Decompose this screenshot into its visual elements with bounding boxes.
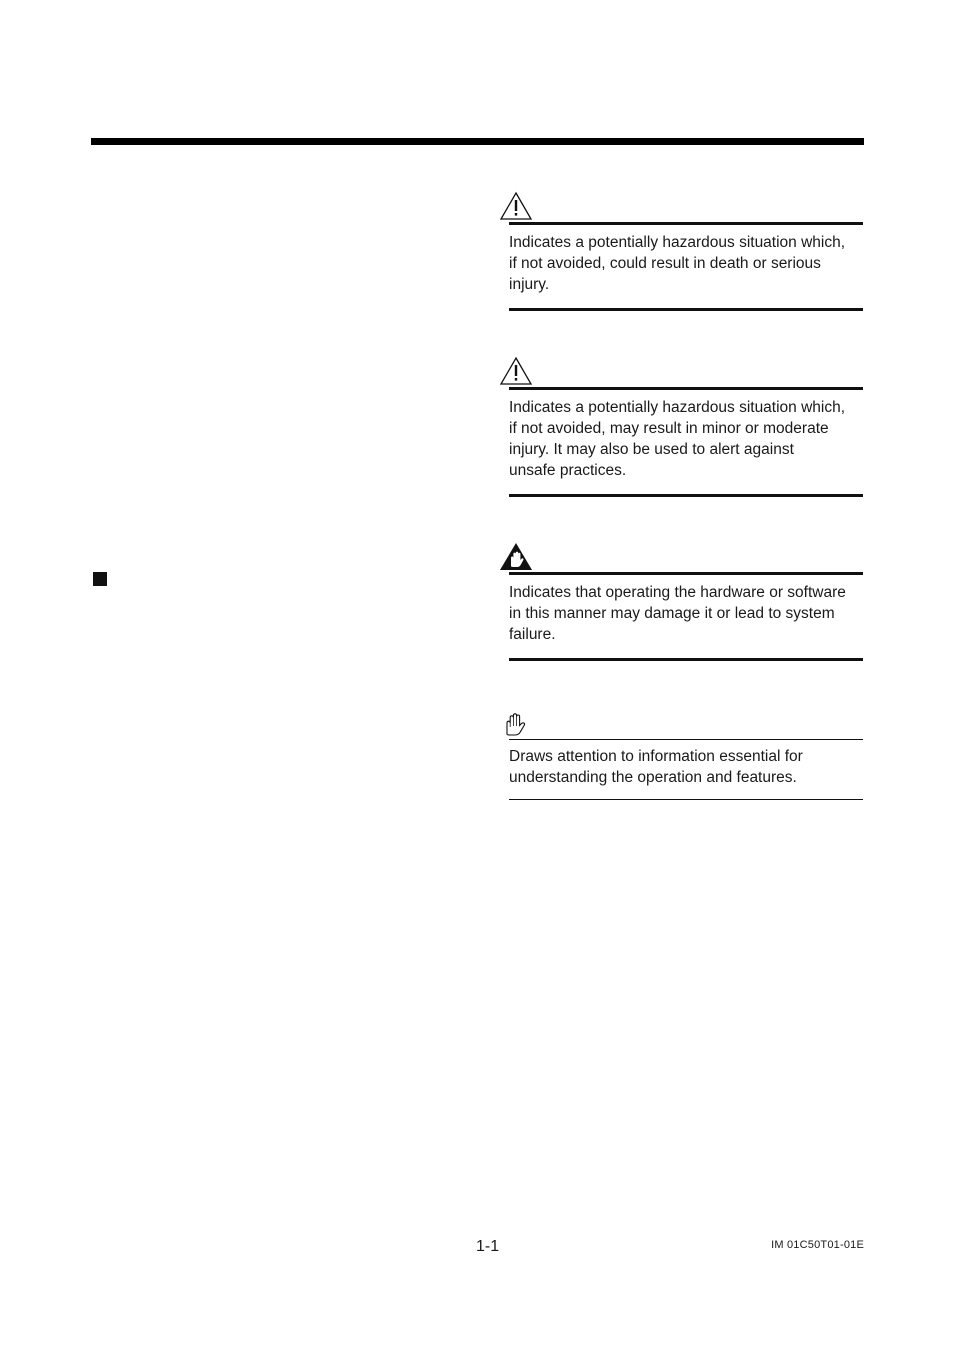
important-text: Indicates that operating the hardware or software in this manner may damage it or lead to system failure. <box>509 584 846 643</box>
caution-bottom-rule <box>509 494 863 497</box>
outline-hand-icon <box>500 707 534 739</box>
warning-bottom-rule <box>509 308 863 311</box>
warning-text: Indicates a potentially hazardous situation which, if not avoided, could result in death or serious injury. <box>509 234 846 293</box>
warning-notice <box>500 190 864 311</box>
header-rule <box>91 138 864 145</box>
note-text: Draws attention to information essential for understanding the operation and features. <box>509 748 803 786</box>
caution-triangle-icon <box>500 355 534 387</box>
caution-notice <box>500 355 864 497</box>
section-bullet-square <box>93 572 107 586</box>
important-bottom-rule <box>509 658 863 661</box>
caution-text: Indicates a potentially hazardous situation which, if not avoided, may result in minor or moderate injury. It may also be used to alert against unsafe practices. <box>509 399 846 479</box>
note-bottom-rule <box>509 799 863 800</box>
document-id: IM 01C50T01-01E <box>771 1239 864 1251</box>
warning-triangle-icon <box>500 190 534 222</box>
note-notice <box>500 707 864 800</box>
page-number: 1-1 <box>476 1238 500 1255</box>
filled-hand-triangle-icon <box>500 540 534 572</box>
important-notice <box>500 540 864 661</box>
